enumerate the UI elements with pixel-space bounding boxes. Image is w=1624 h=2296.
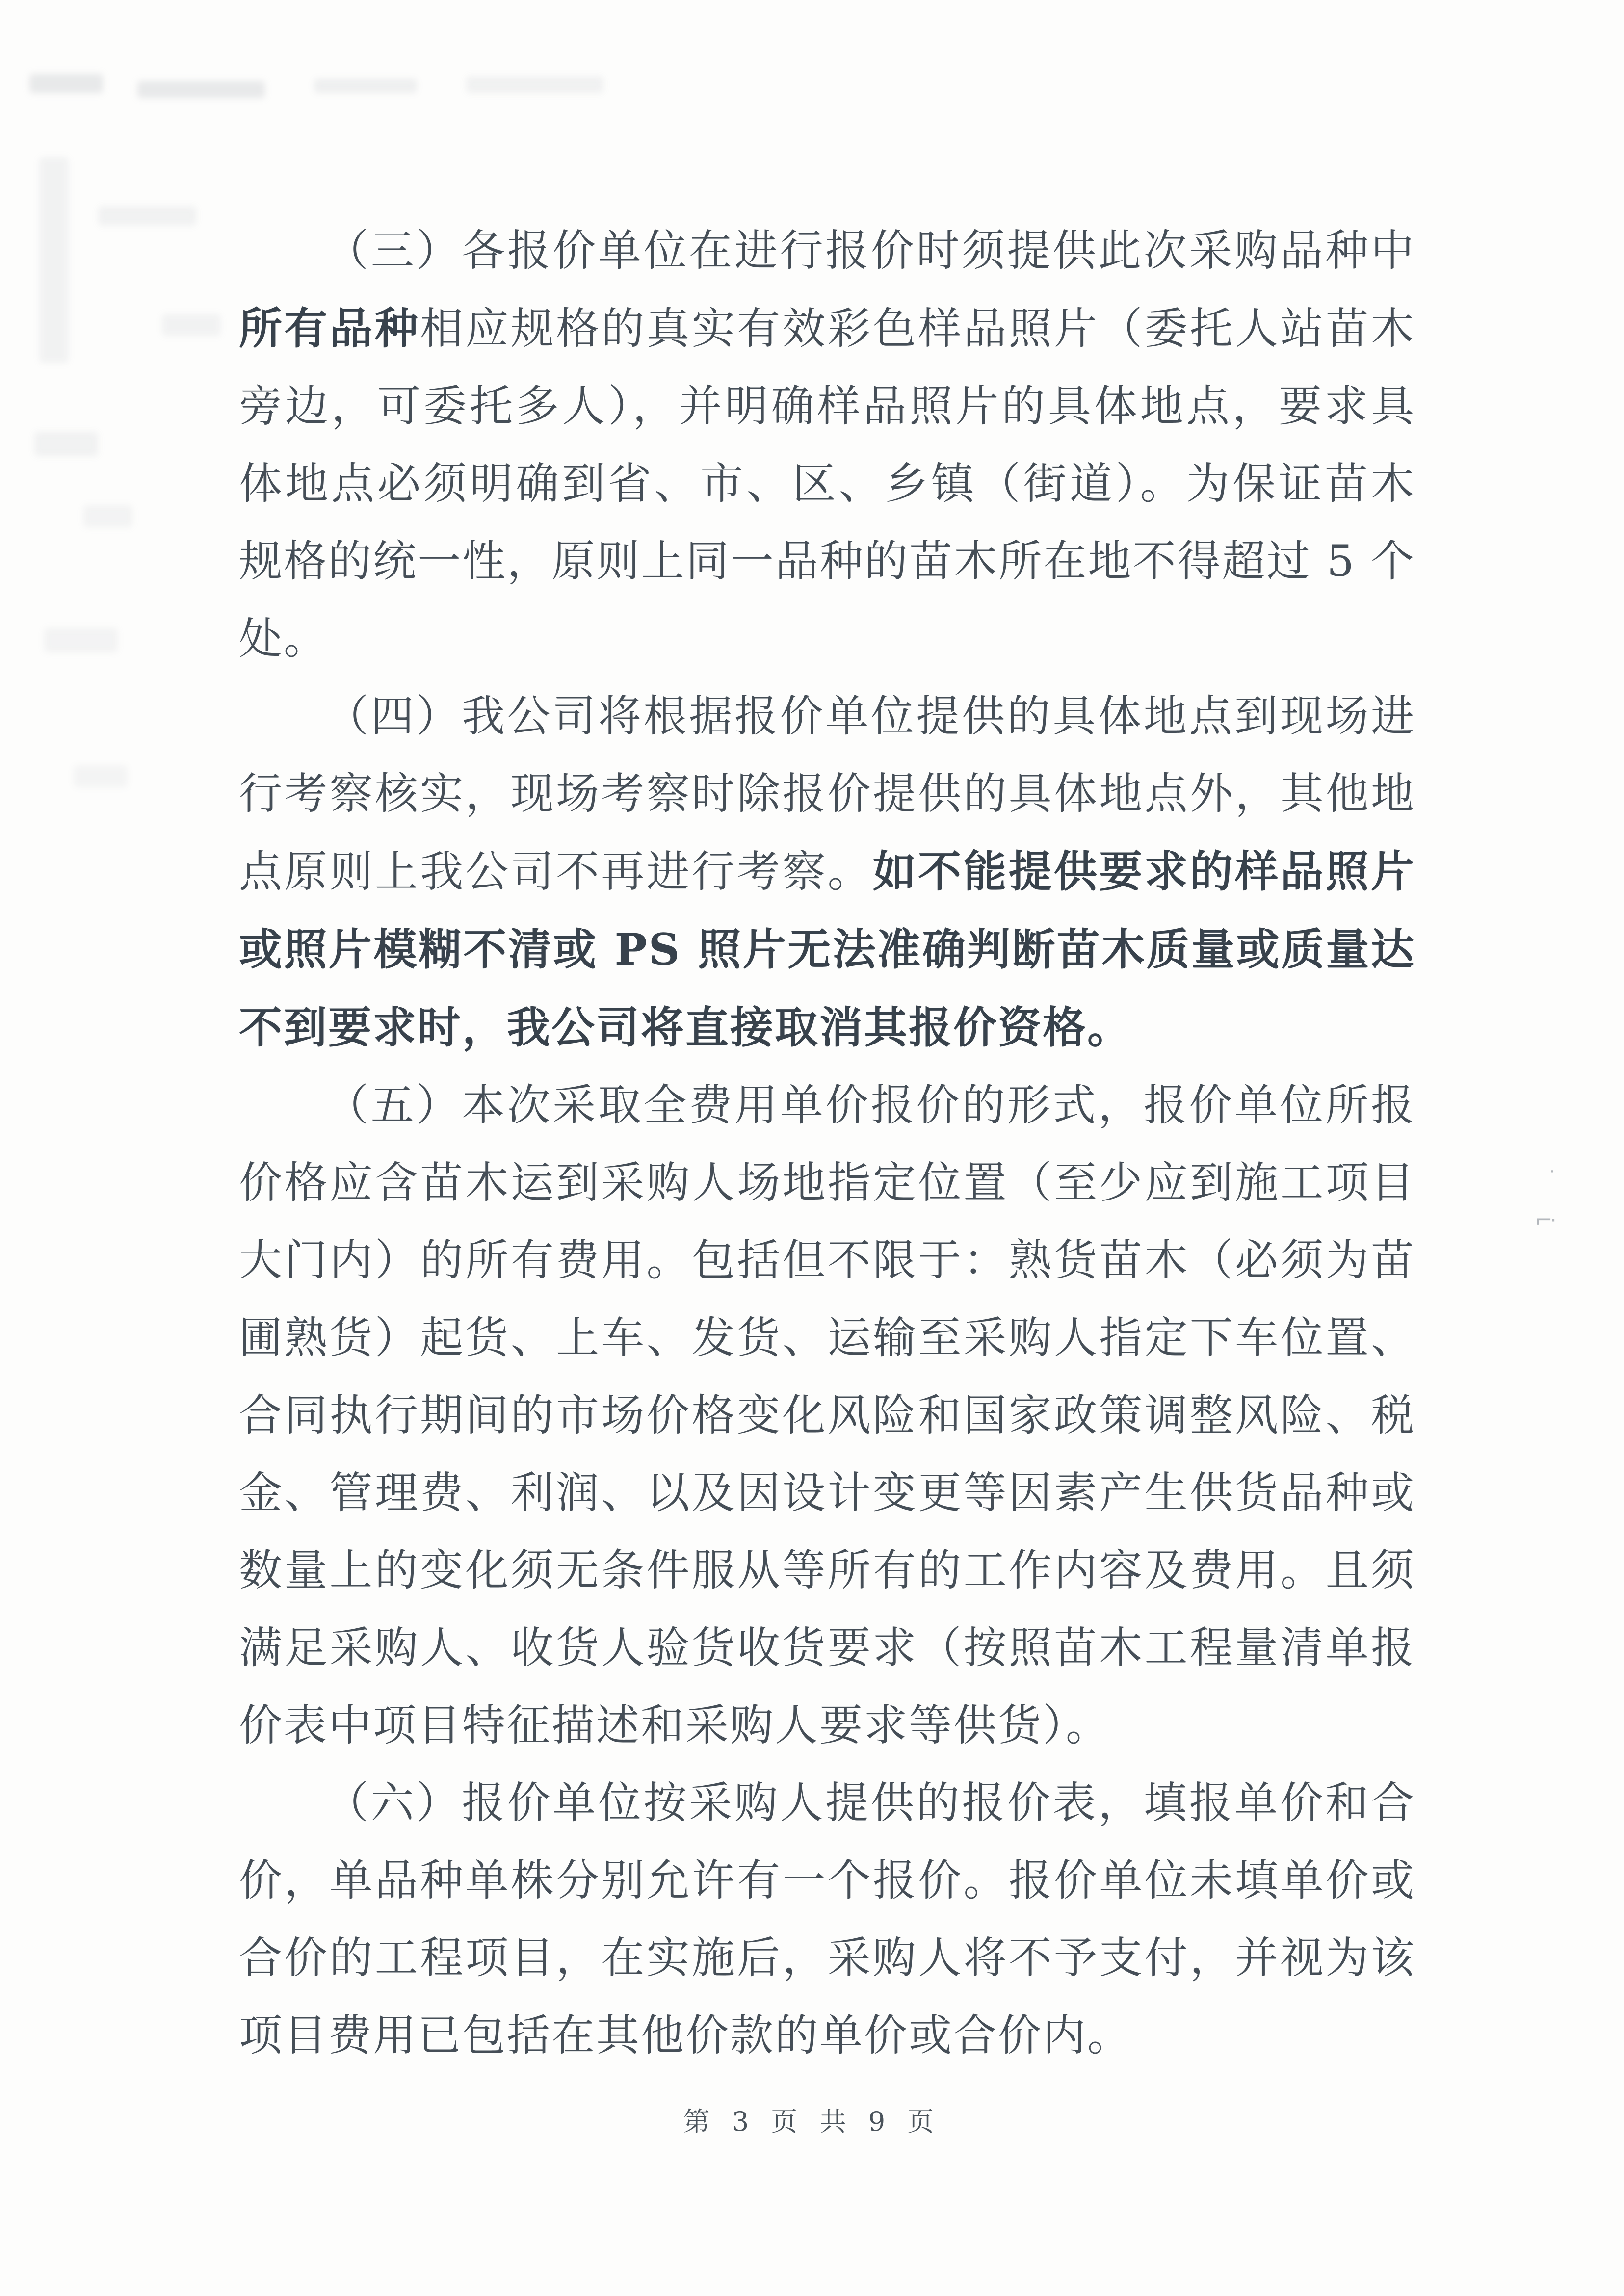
page-footer [0, 2101, 1624, 2139]
page-number: 第 3 页 共 9 页 [683, 2106, 941, 2137]
paragraph [239, 678, 1415, 1067]
body-text: （六）报价单位按采购人提供的报价表，填报单价和合价，单品种单株分别允许有一个报价。报价单位未填单价或合价的工程项目，在实施后，采购人将不予支付，并视为该项目费用已包括在其他价款的单价或合价内。 [239, 1777, 1415, 2061]
scan-artifact-scribble: ⌐· [1535, 1208, 1554, 1233]
scan-artifact-bleedthrough [74, 765, 128, 787]
emphasized-text: 如不能提供要求的样品照片或照片模糊不清或 PS 照片无法准确判断苗木质量或质量达不到要求时，我公司将直接取消其报价资格。 [239, 846, 1415, 1053]
scan-artifact-bleedthrough [83, 505, 132, 527]
scan-artifact-speck: · [1549, 1162, 1555, 1181]
scan-artifact-bleedthrough [39, 157, 69, 363]
scan-artifact-bleedthrough [98, 206, 196, 226]
scan-artifact-bleedthrough [34, 432, 98, 456]
paragraph [239, 212, 1415, 678]
paragraph [239, 1764, 1415, 2074]
body-text: （四）我公司将根据报价单位提供的具体地点到现场进行考察核实，现场考察时除报价提供的具体地点外，其他地点原则上我公司不再进行考察。 [239, 691, 1415, 897]
body-text: （五）本次采取全费用单价报价的形式，报价单位所报价格应含苗木运到采购人场地指定位置（至少应到施工项目大门内）的所有费用。包括但不限于：熟货苗木（必须为苗圃熟货）起货、上车、发货、运输至采购人指定下车位置、合同执行期间的市场价格变化风险和国家政策调整风险、税金、管理费、利润、以及因设计变更等因素产生供货品种或数量上的变化须无条件服从等所有的工作内容及费用。且须满足采购人、收货人验货收货要求（按照苗木工程量清单报价表中项目特征描述和采购人要求等供货）。 [239, 1080, 1415, 1750]
scan-artifact-bleedthrough [466, 76, 603, 93]
scan-artifact-bleedthrough [314, 78, 417, 93]
document-body [239, 212, 1415, 2074]
scan-artifact-bleedthrough [137, 81, 265, 98]
body-text: （三）各报价单位在进行报价时须提供此次采购品种中 [325, 225, 1415, 276]
emphasized-text: 所有品种 [239, 303, 420, 354]
body-text: 相应规格的真实有效彩色样品照片（委托人站苗木旁边，可委托多人），并明确样品照片的具体地点，要求具体地点必须明确到省、市、区、乡镇（街道）。为保证苗木规格的统一性，原则上同一品种的苗木所在地不得超过 5 个处。 [239, 303, 1415, 664]
scan-artifact-bleedthrough [44, 628, 118, 652]
scan-artifact-bleedthrough [29, 74, 103, 93]
paragraph [239, 1067, 1415, 1764]
scan-artifact-bleedthrough [162, 314, 221, 336]
